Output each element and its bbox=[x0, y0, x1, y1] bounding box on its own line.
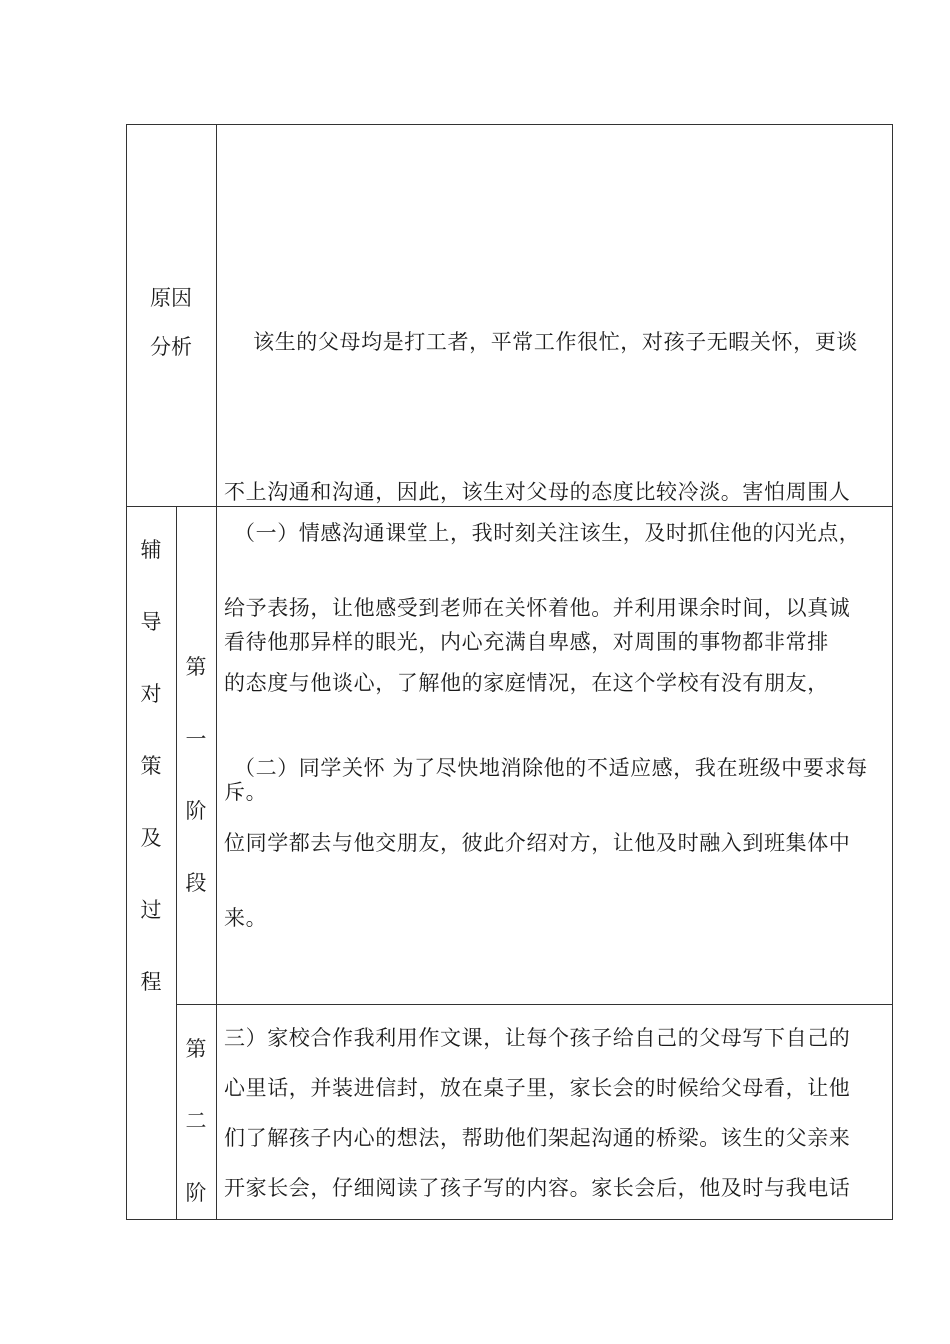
content-line: 看待他那异样的眼光，内心充满自卑感，对周围的事物都非常排 bbox=[224, 630, 829, 654]
counseling-process-label bbox=[126, 514, 176, 1018]
content-line: 三）家校合作我利用作文课，让每个孩子给自己的父母写下自己的 bbox=[224, 1026, 851, 1050]
content-line: 心里话，并装进信封，放在桌子里，家长会的时候给父母看，让他 bbox=[224, 1076, 851, 1100]
document-table bbox=[126, 124, 893, 1220]
table-border-top bbox=[126, 124, 893, 125]
cause-analysis-label-line2: 分析 bbox=[150, 335, 192, 359]
content-line: （一）情感沟通课堂上，我时刻关注该生，及时抓住他的闪光点， bbox=[234, 521, 861, 545]
content-line: 的态度与他谈心，了解他的家庭情况，在这个学校有没有朋友， bbox=[224, 671, 829, 695]
label-char: 对 bbox=[140, 682, 162, 706]
table-border-label-divider bbox=[216, 124, 217, 507]
content-line: 开家长会，仔细阅读了孩子写的内容。家长会后，他及时与我电话 bbox=[224, 1176, 851, 1200]
label-char: 阶 bbox=[185, 1181, 207, 1205]
content-line: 不上沟通和沟通，因此，该生对父母的态度比较冷淡。害怕周围人 bbox=[224, 480, 851, 504]
stage-one-label bbox=[176, 631, 216, 919]
label-char: 及 bbox=[140, 826, 162, 850]
table-border-bottom bbox=[126, 1219, 893, 1220]
content-line: 位同学都去与他交朋友，彼此介绍对方，让他及时融入到班集体中 bbox=[224, 831, 851, 855]
label-char: 过 bbox=[140, 898, 162, 922]
label-char: 一 bbox=[185, 727, 207, 751]
content-line: （二）同学关怀 为了尽快地消除他的不适应感，我在班级中要求每 bbox=[234, 756, 868, 780]
label-char: 阶 bbox=[185, 799, 207, 823]
stage-one-content bbox=[224, 515, 884, 937]
content-line: 斥。 bbox=[224, 780, 268, 804]
table-border-stage-divider bbox=[176, 1004, 893, 1005]
label-char: 二 bbox=[185, 1109, 207, 1133]
label-char: 辅 bbox=[140, 538, 162, 562]
cause-analysis-label bbox=[126, 274, 216, 372]
stage-two-label bbox=[176, 1013, 216, 1229]
content-line: 来。 bbox=[224, 906, 268, 930]
content-line: 们了解孩子内心的想法，帮助他们架起沟通的桥梁。该生的父亲来 bbox=[224, 1126, 851, 1150]
stage-two-content bbox=[224, 1013, 884, 1213]
label-char: 策 bbox=[140, 754, 162, 778]
label-char: 段 bbox=[185, 871, 207, 895]
label-char: 第 bbox=[185, 655, 207, 679]
table-border-stage-label-divider bbox=[216, 506, 217, 1220]
label-char: 第 bbox=[185, 1037, 207, 1061]
table-border-right bbox=[892, 124, 893, 1220]
label-char: 程 bbox=[140, 970, 162, 994]
cause-analysis-label-line1: 原因 bbox=[150, 286, 192, 310]
content-line: 该生的父母均是打工者，平常工作很忙，对孩子无暇关怀，更谈 bbox=[224, 330, 858, 354]
label-char: 导 bbox=[140, 610, 162, 634]
content-line: 给予表扬，让他感受到老师在关怀着他。并利用课余时间，以真诚 bbox=[224, 596, 851, 620]
